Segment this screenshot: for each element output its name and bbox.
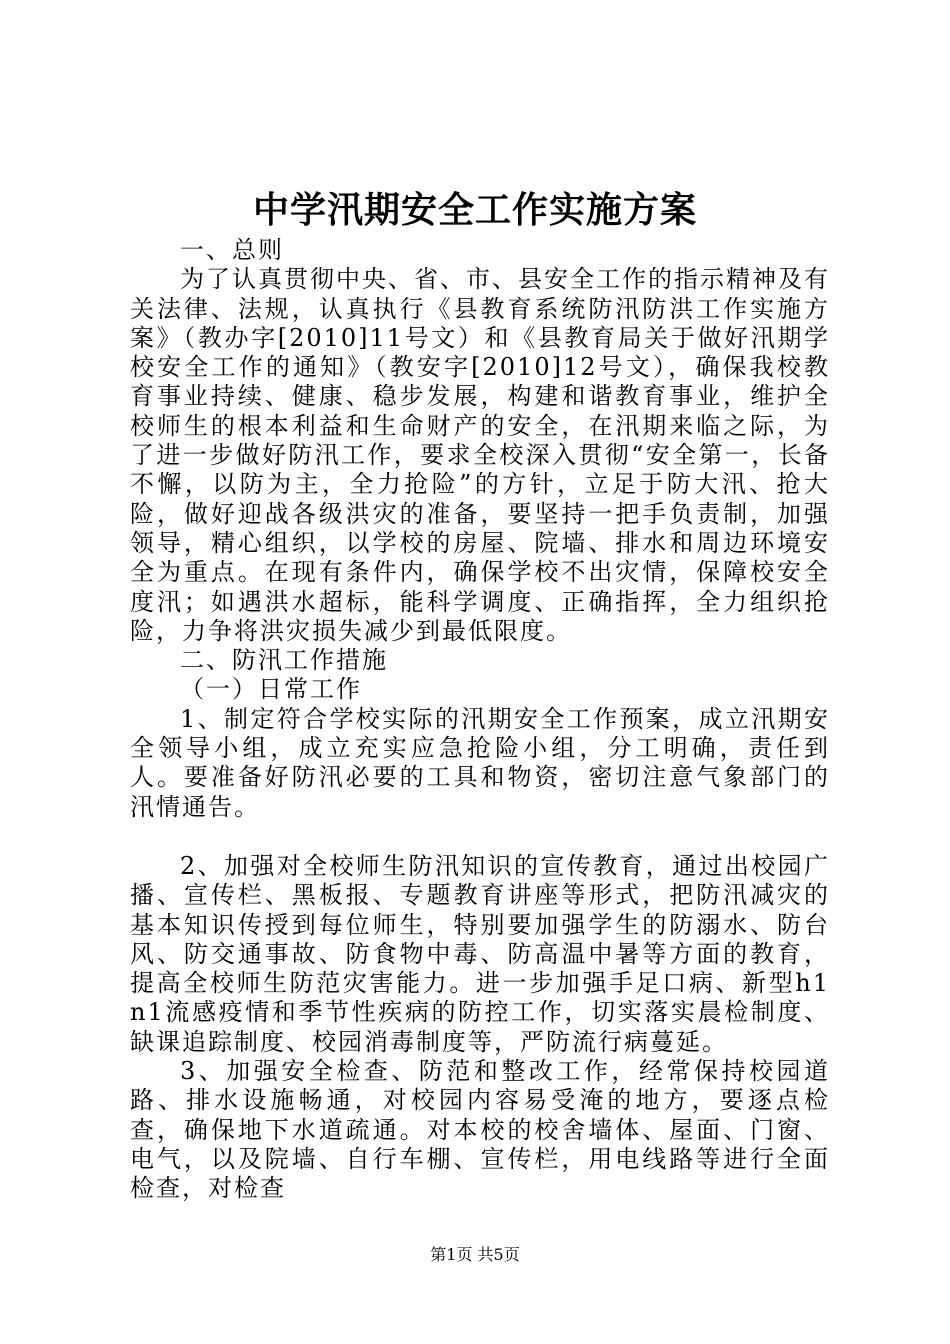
section-heading-measures: 二、防汛工作措施	[180, 646, 388, 675]
section-heading-general: 一、总则	[180, 236, 284, 264]
paragraph-item-3: 3、加强安全检查、防范和整改工作，经常保持校园道路、排水设施畅通，对校园内容易受淹的地方，要逐点检查，确保地下水道疏通。对本校的校舍墙体、屋面、门窗、电气，以及院墙、自行车棚、宣传栏，用电线路等进行全面检查，对检查	[130, 1057, 830, 1203]
document-body	[130, 236, 830, 1204]
page-footer: 第1页 共5页	[430, 1245, 520, 1264]
subsection-heading-daily-work: （一）日常工作	[180, 675, 362, 704]
paragraph-item-1: 1、制定符合学校实际的汛期安全工作预案，成立汛期安全领导小组，成立充实应急抢险小组，分工明确，责任到人。要准备好防汛必要的工具和物资，密切注意气象部门的汛情通告。	[130, 704, 830, 821]
paragraph-item-2: 2、加强对全校师生防汛知识的宣传教育，通过出校园广播、宣传栏、黑板报、专题教育讲座等形式，把防汛减灾的基本知识传授到每位师生，特别要加强学生的防溺水、防台风、防交通事故、防食物中毒、防高温中暑等方面的教育，提高全校师生防范灾害能力。进一步加强手足口病、新型h1n1流感疫情和季节性疾病的防控工作，切实落实晨检制度、缺课追踪制度、校园消毒制度等，严防流行病蔓延。	[130, 851, 830, 1056]
paragraph-general-intro: 为了认真贯彻中央、省、市、县安全工作的指示精神及有关法律、法规，认真执行《县教育系统防汛防洪工作实施方案》（教办字[2010]11号文）和《县教育局关于做好汛期学校安全工作的通知》（教安字[2010]12号文），确保我校教育事业持续、健康、稳步发展，构建和谐教育事业，维护全校师生的根本利益和生命财产的安全，在汛期来临之际，为了进一步做好防汛工作，要求全校深入贯彻“安全第一，长备不懈，以防为主，全力抢险”的方针，立足于防大汛、抢大险，做好迎战各级洪灾的准备，要坚持一把手负责制，加强领导，精心组织，以学校的房屋、院墙、排水和周边环境安全为重点。在现有条件内，确保学校不出灾情，保障校安全度汛；如遇洪水超标，能科学调度、正确指挥，全力组织抢险，力争将洪灾损失减少到最低限度。	[130, 265, 830, 645]
paragraph-spacer	[130, 822, 830, 852]
page-title: 中学汛期安全工作实施方案	[252, 189, 697, 231]
